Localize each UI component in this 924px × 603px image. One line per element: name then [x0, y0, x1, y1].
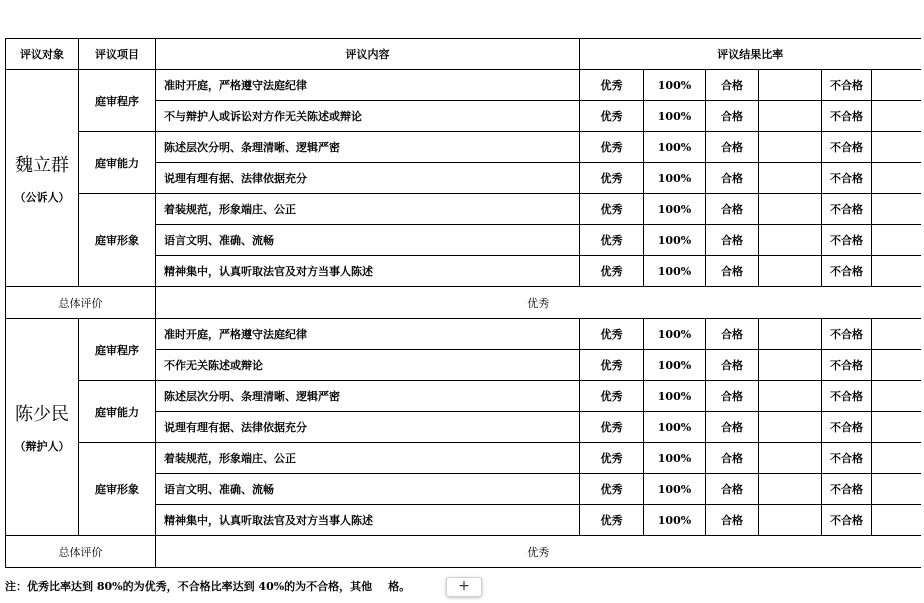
- result-cell-r6: [872, 443, 921, 474]
- result-cell-r6: [872, 319, 921, 350]
- result-cell-r4: [759, 505, 822, 536]
- result-cell-r3: 合格: [706, 225, 759, 256]
- item-cell: 庭审程序: [79, 319, 156, 381]
- result-cell-r4: [759, 381, 822, 412]
- result-cell-r4: [759, 350, 822, 381]
- result-cell-r2: 100%: [644, 505, 706, 536]
- result-cell-r3: 合格: [706, 443, 759, 474]
- result-cell-r2: 100%: [644, 70, 706, 101]
- footnote-text-after: 格。: [388, 580, 411, 593]
- result-cell-r6: [872, 350, 921, 381]
- overall-row: [6, 287, 921, 319]
- content-cell: 语言文明、准确、流畅: [156, 474, 580, 505]
- result-cell-r3: 合格: [706, 350, 759, 381]
- result-cell-r1: 优秀: [580, 412, 644, 443]
- result-cell-r2: 100%: [644, 225, 706, 256]
- content-cell: 精神集中，认真听取法官及对方当事人陈述: [156, 505, 580, 536]
- result-cell-r3: 合格: [706, 381, 759, 412]
- result-cell-r5: 不合格: [822, 70, 872, 101]
- result-cell-r3: 合格: [706, 319, 759, 350]
- header-row: [6, 39, 921, 70]
- result-cell-r1: 优秀: [580, 70, 644, 101]
- table-row: [6, 319, 921, 350]
- result-cell-r6: [872, 194, 921, 225]
- subject-name: 陈少民: [15, 404, 69, 425]
- result-cell-r3: 合格: [706, 101, 759, 132]
- content-cell: 说理有理有据、法律依据充分: [156, 163, 580, 194]
- result-cell-r5: 不合格: [822, 101, 872, 132]
- result-cell-r3: 合格: [706, 163, 759, 194]
- result-cell-r5: 不合格: [822, 256, 872, 287]
- result-cell-r3: 合格: [706, 412, 759, 443]
- subject-name: 魏立群: [15, 155, 69, 176]
- content-cell: 语言文明、准确、流畅: [156, 225, 580, 256]
- result-cell-r5: 不合格: [822, 381, 872, 412]
- header-result: 评议结果比率: [580, 39, 921, 70]
- content-cell: 不与辩护人或诉讼对方作无关陈述或辩论: [156, 101, 580, 132]
- result-cell-r3: 合格: [706, 70, 759, 101]
- footnote-text-before: 注：优秀比率达到 80%的为优秀，不合格比率达到 40%的为不合格，其他: [5, 580, 373, 593]
- table-row: [6, 194, 921, 225]
- result-cell-r6: [872, 474, 921, 505]
- evaluation-table: [5, 38, 921, 568]
- subject-role: （公诉人）: [14, 191, 70, 204]
- result-cell-r5: 不合格: [822, 225, 872, 256]
- result-cell-r3: 合格: [706, 505, 759, 536]
- result-cell-r4: [759, 194, 822, 225]
- result-cell-r4: [759, 70, 822, 101]
- result-cell-r5: 不合格: [822, 443, 872, 474]
- result-cell-r1: 优秀: [580, 163, 644, 194]
- zoom-in-button[interactable]: [446, 577, 482, 597]
- result-cell-r1: 优秀: [580, 474, 644, 505]
- item-cell: 庭审能力: [79, 381, 156, 443]
- overall-row: [6, 536, 921, 568]
- result-cell-r4: [759, 412, 822, 443]
- result-cell-r4: [759, 132, 822, 163]
- result-cell-r3: 合格: [706, 194, 759, 225]
- overall-value: 优秀: [156, 536, 921, 568]
- content-cell: 准时开庭，严格遵守法庭纪律: [156, 70, 580, 101]
- overall-label: 总体评价: [6, 287, 156, 319]
- result-cell-r4: [759, 101, 822, 132]
- result-cell-r5: 不合格: [822, 163, 872, 194]
- result-cell-r1: 优秀: [580, 443, 644, 474]
- result-cell-r1: 优秀: [580, 194, 644, 225]
- header-content: 评议内容: [156, 39, 580, 70]
- result-cell-r6: [872, 101, 921, 132]
- result-cell-r2: 100%: [644, 194, 706, 225]
- result-cell-r1: 优秀: [580, 505, 644, 536]
- result-cell-r2: 100%: [644, 381, 706, 412]
- result-cell-r4: [759, 319, 822, 350]
- result-cell-r6: [872, 256, 921, 287]
- content-cell: 陈述层次分明、条理清晰、逻辑严密: [156, 132, 580, 163]
- item-cell: 庭审形象: [79, 443, 156, 536]
- item-cell: 庭审程序: [79, 70, 156, 132]
- subject-role: （辩护人）: [14, 440, 70, 453]
- footnote: [5, 578, 410, 594]
- content-cell: 不作无关陈述或辩论: [156, 350, 580, 381]
- result-cell-r5: 不合格: [822, 505, 872, 536]
- result-cell-r1: 优秀: [580, 256, 644, 287]
- result-cell-r2: 100%: [644, 443, 706, 474]
- plus-icon: +: [458, 578, 470, 594]
- result-cell-r1: 优秀: [580, 350, 644, 381]
- result-cell-r2: 100%: [644, 256, 706, 287]
- table-row: [6, 132, 921, 163]
- result-cell-r6: [872, 132, 921, 163]
- result-cell-r3: 合格: [706, 132, 759, 163]
- header-item: 评议项目: [79, 39, 156, 70]
- result-cell-r6: [872, 70, 921, 101]
- item-cell: 庭审能力: [79, 132, 156, 194]
- content-cell: 说理有理有据、法律依据充分: [156, 412, 580, 443]
- result-cell-r3: 合格: [706, 256, 759, 287]
- result-cell-r4: [759, 163, 822, 194]
- item-cell: 庭审形象: [79, 194, 156, 287]
- result-cell-r1: 优秀: [580, 132, 644, 163]
- result-cell-r2: 100%: [644, 412, 706, 443]
- content-cell: 着装规范，形象端庄、公正: [156, 443, 580, 474]
- table-row: [6, 443, 921, 474]
- overall-value: 优秀: [156, 287, 921, 319]
- result-cell-r6: [872, 412, 921, 443]
- result-cell-r2: 100%: [644, 163, 706, 194]
- result-cell-r1: 优秀: [580, 319, 644, 350]
- result-cell-r2: 100%: [644, 474, 706, 505]
- content-cell: 准时开庭，严格遵守法庭纪律: [156, 319, 580, 350]
- result-cell-r1: 优秀: [580, 101, 644, 132]
- result-cell-r6: [872, 225, 921, 256]
- content-cell: 精神集中，认真听取法官及对方当事人陈述: [156, 256, 580, 287]
- result-cell-r1: 优秀: [580, 381, 644, 412]
- content-cell: 着装规范，形象端庄、公正: [156, 194, 580, 225]
- subject-cell: [6, 70, 79, 287]
- result-cell-r5: 不合格: [822, 194, 872, 225]
- overall-label: 总体评价: [6, 536, 156, 568]
- result-cell-r4: [759, 474, 822, 505]
- header-subject: 评议对象: [6, 39, 79, 70]
- result-cell-r4: [759, 256, 822, 287]
- result-cell-r5: 不合格: [822, 319, 872, 350]
- result-cell-r5: 不合格: [822, 412, 872, 443]
- table-row: [6, 70, 921, 101]
- result-cell-r4: [759, 443, 822, 474]
- result-cell-r2: 100%: [644, 132, 706, 163]
- result-cell-r5: 不合格: [822, 474, 872, 505]
- result-cell-r2: 100%: [644, 101, 706, 132]
- table-row: [6, 381, 921, 412]
- content-cell: 陈述层次分明、条理清晰、逻辑严密: [156, 381, 580, 412]
- result-cell-r5: 不合格: [822, 132, 872, 163]
- result-cell-r2: 100%: [644, 319, 706, 350]
- result-cell-r6: [872, 163, 921, 194]
- subject-cell: [6, 319, 79, 536]
- result-cell-r6: [872, 505, 921, 536]
- result-cell-r4: [759, 225, 822, 256]
- result-cell-r6: [872, 381, 921, 412]
- result-cell-r2: 100%: [644, 350, 706, 381]
- result-cell-r5: 不合格: [822, 350, 872, 381]
- result-cell-r3: 合格: [706, 474, 759, 505]
- result-cell-r1: 优秀: [580, 225, 644, 256]
